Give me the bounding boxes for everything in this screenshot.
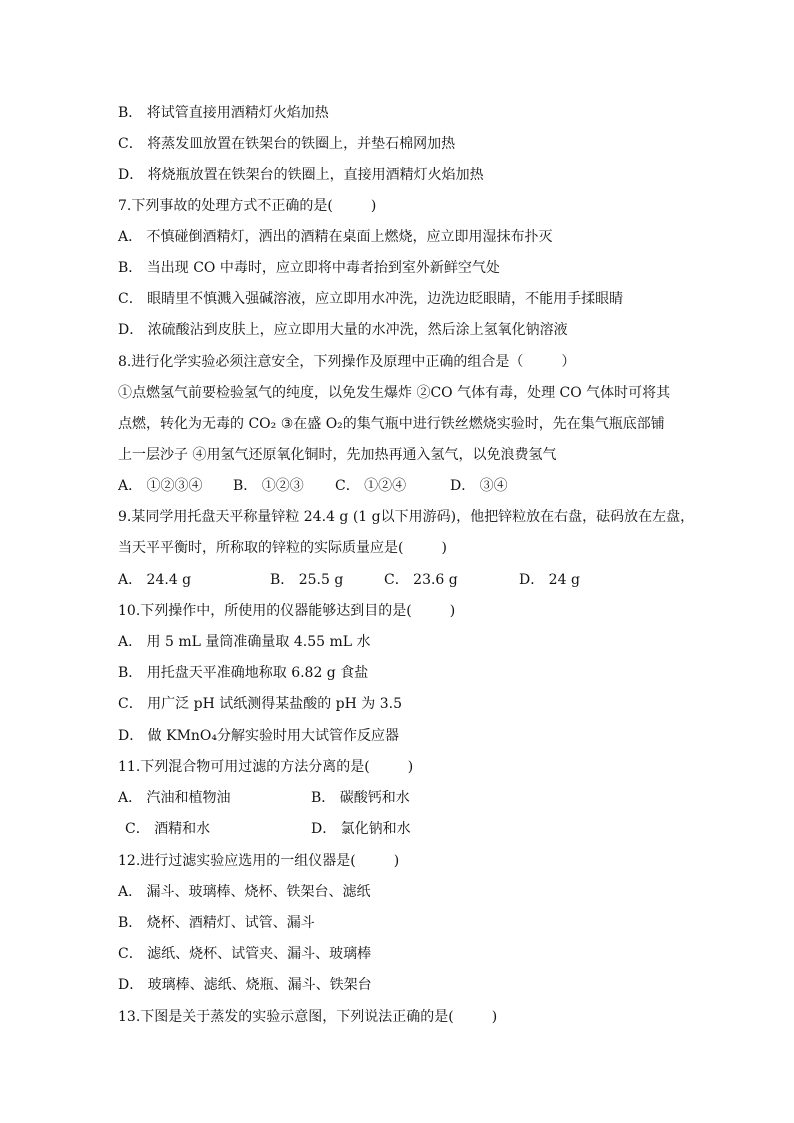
q8-statement-line-3: 上一层沙子 ④用氢气还原氧化铜时，先加热再通入氢气，以免浪费氢气 bbox=[118, 447, 557, 463]
q8-statement-line-2: 点燃，转化为无毒的 CO₂ ③在盛 O₂的集气瓶中进行铁丝燃烧实验时，先在集气瓶底部铺 bbox=[118, 416, 665, 432]
q10-stem-text: 10.下列操作中，所使用的仪器能够达到目的是( bbox=[118, 603, 412, 619]
q6-option-b: B． 将试管直接用酒精灯火焰加热 bbox=[118, 105, 329, 121]
q11-option-d: D． 氯化钠和水 bbox=[311, 821, 411, 837]
q13-stem-close: ) bbox=[491, 1009, 498, 1025]
q9-stem-close: ) bbox=[441, 540, 447, 556]
q9-option-a: A． 24.4 g bbox=[118, 572, 192, 588]
q11-option-a: A． 汽油和植物油 bbox=[118, 790, 231, 806]
q12-stem-close: ) bbox=[393, 853, 400, 869]
q11-stem bbox=[118, 757, 413, 777]
q11-stem-text: 11.下列混合物可用过滤的方法分离的是( bbox=[118, 759, 370, 775]
q8-stem bbox=[118, 352, 575, 372]
q8-option-b: B． ①②③ bbox=[233, 478, 304, 494]
q8-options-row bbox=[118, 476, 678, 496]
q13-stem-text: 13.下图是关于蒸发的实验示意图，下列说法正确的是( bbox=[118, 1009, 454, 1025]
q11-options-row-2 bbox=[118, 819, 538, 839]
q12-option-d: D． 玻璃棒、滤纸、烧瓶、漏斗、铁架台 bbox=[118, 977, 372, 993]
q9-option-c: C． 23.6 g bbox=[384, 572, 458, 588]
q9-option-b: B． 25.5 g bbox=[270, 572, 344, 588]
q10-stem bbox=[118, 601, 455, 621]
q10-option-b: B． 用托盘天平准确地称取 6.82 g 食盐 bbox=[118, 665, 369, 681]
q8-stem-text: 8.进行化学实验必须注意安全，下列操作及原理中正确的组合是（ bbox=[118, 354, 524, 370]
q12-stem bbox=[118, 851, 399, 871]
q13-stem bbox=[118, 1007, 497, 1027]
q9-option-d: D． 24 g bbox=[519, 572, 580, 588]
q10-stem-close: ) bbox=[449, 603, 456, 619]
q10-option-d: D． 做 KMnO₄分解实验时用大试管作反应器 bbox=[118, 728, 400, 744]
q12-option-a: A． 漏斗、玻璃棒、烧杯、铁架台、滤纸 bbox=[118, 884, 371, 900]
q8-stem-close: ） bbox=[561, 354, 576, 370]
q7-stem-close: ) bbox=[370, 198, 377, 214]
q7-option-c: C． 眼睛里不慎溅入强碱溶液，应立即用水冲洗，边洗边眨眼睛，不能用手揉眼睛 bbox=[118, 291, 624, 307]
q7-stem-text: 7.下列事故的处理方式不正确的是( bbox=[118, 198, 333, 214]
q10-option-a: A． 用 5 mL 量筒准确量取 4.55 mL 水 bbox=[118, 634, 371, 650]
q11-option-b: B． 碳酸钙和水 bbox=[311, 790, 410, 806]
q9-stem-line-2 bbox=[118, 538, 447, 558]
q9-options-row bbox=[118, 570, 678, 590]
q9-stem-text: 当天平平衡时，所称取的锌粒的实际质量应是( bbox=[118, 540, 404, 556]
q8-option-d: D． ③④ bbox=[450, 478, 508, 494]
q7-stem bbox=[118, 196, 376, 216]
q6-option-d: D． 将烧瓶放置在铁架台的铁圈上，直接用酒精灯火焰加热 bbox=[118, 167, 484, 183]
q11-options-row-1 bbox=[118, 788, 538, 808]
q9-stem-line-1: 9.某同学用托盘天平称量锌粒 24.4 g (1 g以下用游码)，他把锌粒放在右盘，砝码放在左盘， bbox=[118, 509, 695, 525]
q7-option-b: B． 当出现 CO 中毒时，应立即将中毒者抬到室外新鲜空气处 bbox=[118, 260, 500, 276]
q10-option-c: C． 用广泛 pH 试纸测得某盐酸的 pH 为 3.5 bbox=[118, 696, 403, 712]
q8-statement-line-1: ①点燃氢气前要检验氢气的纯度，以免发生爆炸 ②CO 气体有毒，处理 CO 气体时可将其 bbox=[118, 385, 671, 401]
q11-option-c: C． 酒精和水 bbox=[125, 821, 211, 837]
q12-option-c: C． 滤纸、烧杯、试管夹、漏斗、玻璃棒 bbox=[118, 946, 372, 962]
q12-stem-text: 12.进行过滤实验应选用的一组仪器是( bbox=[118, 853, 356, 869]
q12-option-b: B． 烧杯、酒精灯、试管、漏斗 bbox=[118, 915, 315, 931]
q7-option-d: D． 浓硫酸沾到皮肤上，应立即用大量的水冲洗，然后涂上氢氧化钠溶液 bbox=[118, 322, 568, 338]
q7-option-a: A． 不慎碰倒酒精灯，洒出的酒精在桌面上燃烧，应立即用湿抹布扑灭 bbox=[118, 229, 553, 245]
q11-stem-close: ) bbox=[407, 759, 414, 775]
q8-option-c: C． ①②④ bbox=[335, 478, 407, 494]
q8-option-a: A． ①②③④ bbox=[118, 478, 203, 494]
q6-option-c: C． 将蒸发皿放置在铁架台的铁圈上，并垫石棉网加热 bbox=[118, 136, 456, 152]
